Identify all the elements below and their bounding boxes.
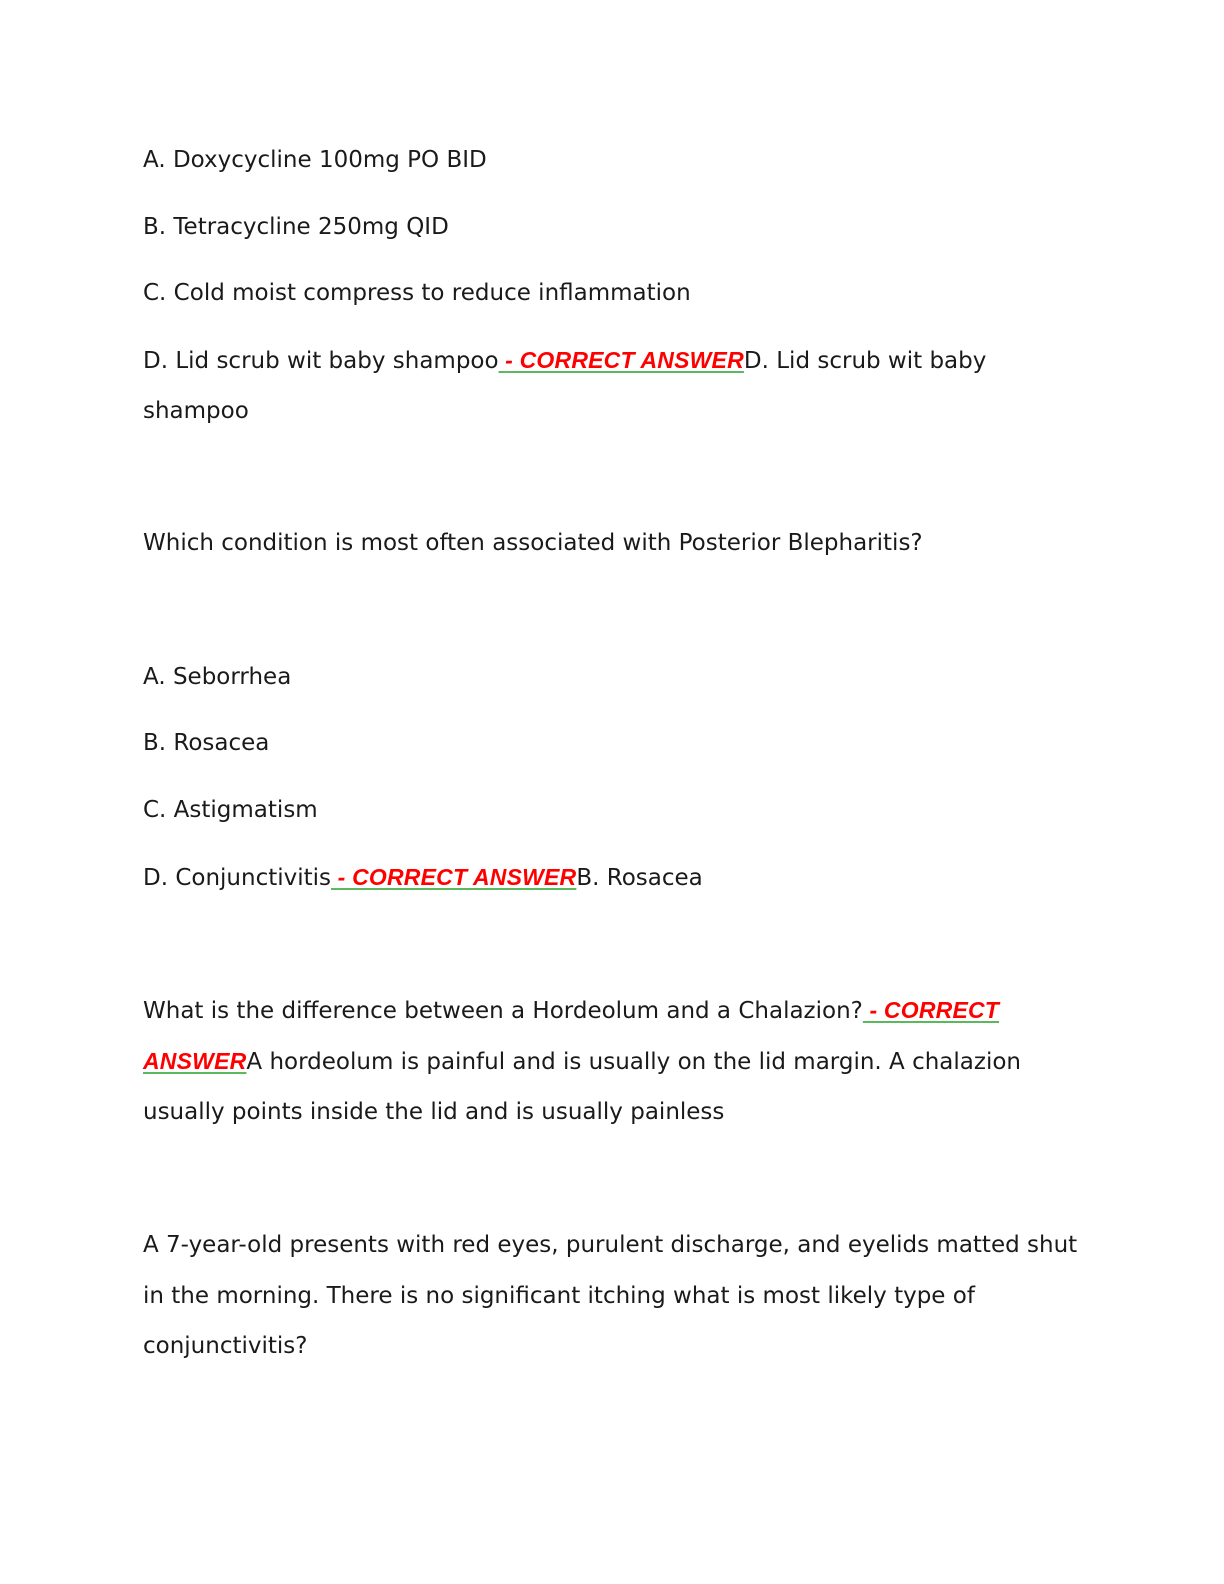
q4-question-line-1: A 7-year-old presents with red eyes, purulent discharge, and eyelids matted shut: [143, 1232, 1078, 1258]
q2-option-d: D. Conjunctivitis: [143, 865, 332, 891]
q3-question: What is the difference between a Hordeolum and a Chalazion?: [143, 998, 863, 1024]
correct-answer-marker: - CORRECT: [869, 997, 1000, 1023]
q2-option-d-line: [143, 862, 1083, 893]
q1-answer-continuation: shampoo: [143, 398, 249, 424]
q2-option-b: B. Rosacea: [143, 730, 270, 756]
q1-option-c: C. Cold moist compress to reduce inflammation: [143, 280, 691, 306]
q1-option-d-line: [143, 345, 1083, 376]
q1-option-a: A. Doxycycline 100mg PO BID: [143, 147, 487, 173]
q3-answer-line-1: [143, 1046, 1083, 1077]
q2-option-a: A. Seborrhea: [143, 664, 292, 690]
q1-option-b: B. Tetracycline 250mg QID: [143, 214, 449, 240]
q1-option-d: D. Lid scrub wit baby shampoo: [143, 348, 499, 374]
q2-question: Which condition is most often associated with Posterior Blepharitis?: [143, 530, 923, 556]
q3-answer-line-2: usually points inside the lid and is usually painless: [143, 1099, 725, 1125]
q4-question-line-3: conjunctivitis?: [143, 1333, 308, 1359]
correct-answer-marker: - CORRECT ANSWER: [337, 864, 577, 890]
correct-answer-marker-continuation: ANSWER: [143, 1048, 247, 1074]
q2-option-c: C. Astigmatism: [143, 797, 318, 823]
q3-question-line: [143, 995, 1083, 1026]
q4-question-line-2: in the morning. There is no significant itching what is most likely type of: [143, 1283, 975, 1309]
q3-answer-text: A hordeolum is painful and is usually on the lid margin. A chalazion: [246, 1049, 1021, 1075]
q1-answer-text: D. Lid scrub wit baby: [743, 348, 987, 374]
q2-answer-text: B. Rosacea: [576, 865, 703, 891]
correct-answer-marker: - CORRECT ANSWER: [505, 347, 744, 373]
